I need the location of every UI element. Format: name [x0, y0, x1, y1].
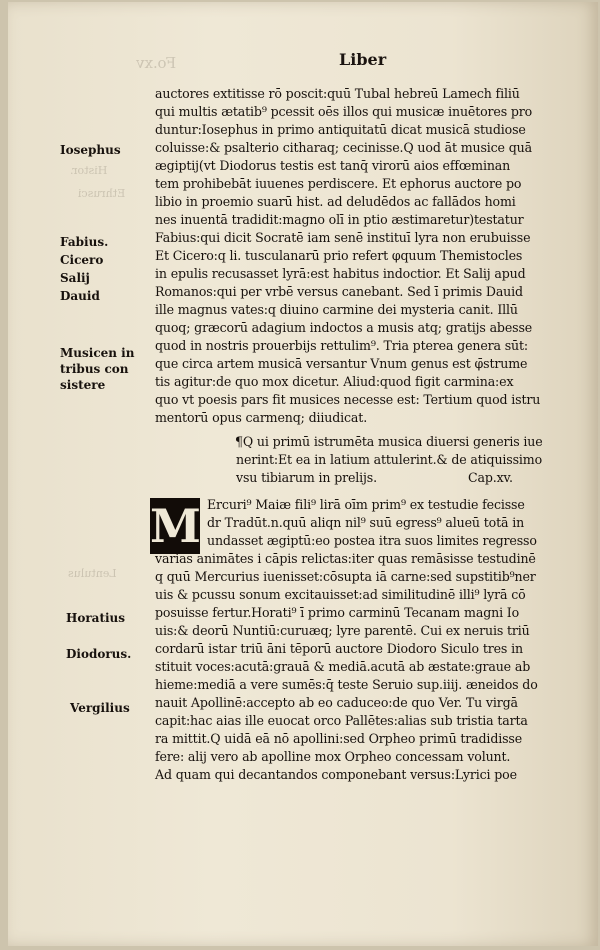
text-line: quod in nostris prouerbijs rettulim⁹. Tria ptereа genera sūt:: [155, 338, 529, 353]
text-line: Fabius:qui dicit Socratē iam senē instituī lyra non erubuisse: [155, 230, 531, 245]
margin-note-cicero: Cicero: [60, 253, 104, 267]
text-line: Romanos:qui per vrbē versus canebant. Sed ī primis Dauid: [155, 284, 523, 299]
margin-note-diodorus: Diodorus.: [66, 647, 132, 661]
drop-cap-initial: M: [150, 499, 201, 553]
show-through-folio: Fo.xv: [136, 54, 177, 72]
text-line: ra mittit.Q uidā eā nō apollini:sed Orpheo primū tradidisse: [155, 731, 523, 746]
margin-note-vergilius: Vergilius: [70, 701, 130, 715]
text-line: mentorū opus carmenq; diiudicat.: [155, 410, 368, 425]
text-line: stituit voces:acutā:grauā & mediā.acutā ab æstate:graue ab: [155, 659, 531, 674]
text-line: fere: alij vero ab apolline mox Orpheo concessam volunt.: [155, 749, 511, 764]
text-line: dr Tradūt.n.quū aliqn nil⁹ suū egress⁹ alueū totā in: [207, 515, 525, 530]
text-line: tem prohibebāt iuuenes perdiscere. Et ephorus auctore po: [155, 176, 522, 191]
chapter-heading-line: nerint:Et ea in latium attulerint.& de atiquissimo: [236, 452, 543, 467]
text-line: que circa artem musicā versantur Vnum genus est φ̄strume: [155, 356, 528, 371]
text-line: nauit Apollinē:accepto ab eo caduceo:de quo Ver. Tu virgā: [155, 695, 518, 710]
text-line: posuisse fertur.Horati⁹ ī primo carminū Tecanam magni Io: [155, 605, 520, 620]
text-line: tis agitur:de quo mox dicetur. Aliud:quod figit carmina:ex: [155, 374, 514, 389]
text-line: undasset ægiptū:eo postea itra suos limites regresso: [207, 533, 537, 548]
margin-note-musicen: tribus con: [60, 362, 129, 376]
text-line: ægiptij(vt Diodorus testis est tanq̄ virorū aios effœminan: [155, 158, 511, 173]
text-line: coluisse:& psalterio citharaq; cecinisse.Q uod āt musice quā: [155, 140, 532, 155]
text-line: in epulis recusasset lyrā:est habitus indoctior. Et Salij apud: [155, 266, 526, 281]
text-line: capit:hac aias ille euocat orco Pallētes:alias sub tristia tarta: [155, 713, 528, 728]
chapter-number: Cap.xv.: [468, 470, 513, 485]
margin-note-iosephus: Iosephus: [60, 143, 121, 157]
text-line: libio in proemio suarū hist. ad deludēdos ac fallādos homi: [155, 194, 516, 209]
book-page: [8, 2, 598, 946]
margin-note-musicen: Musicen in: [60, 346, 135, 360]
chapter-heading-line: vsu tibiarum in prelijs.: [236, 470, 377, 485]
text-line: qui multis ætatib⁹ pcessit oēs illos qui musicæ inuētores pro: [155, 104, 533, 119]
running-head: Liber: [339, 50, 387, 69]
text-line: Et Cicero:q li. tusculanarū prio refert φquum Themistocles: [155, 248, 523, 263]
margin-note-horatius: Horatius: [66, 611, 126, 625]
text-line: uis & pcussu sonum excitauisset:ad similitudinē illi⁹ lyrā cō: [155, 587, 526, 602]
text-line: nes inuentā tradidit:magno olī in ptio æstimaretur)testatur: [155, 212, 524, 227]
text-line: q quū Mercurius iuenisset:cōsupta iā carne:sed supstitib⁹ner: [155, 569, 536, 584]
text-line: Ad quam qui decantandos componebant versus:Lyrici poe: [155, 767, 517, 782]
paragraph-mark: ¶: [235, 434, 243, 449]
chapter-heading-line: ¶Q ui primū istrumēta musica diuersi generis iue: [235, 434, 543, 449]
text-line: Ercuri⁹ Maiæ fili⁹ lirā oīm prim⁹ ex testudie fecisse: [207, 497, 525, 512]
text-line: uis:& deorū Nuntiū:curuæq; lyre parentē. Cui ex neruis triū: [155, 623, 530, 638]
show-through-note-3: Lentulus: [68, 567, 117, 580]
margin-note-salij: Salij: [60, 271, 90, 285]
text-line: auctores extitisse rō poscit:quū Tubal hebreū Lamech filiū: [155, 86, 520, 101]
show-through-note-1: Histor.: [70, 164, 108, 177]
show-through-note-2: Ethrusci: [78, 187, 126, 200]
text-line: hieme:mediā a vere sumēs:q̄ teste Seruio sup.iiij. æneidos do: [155, 677, 538, 692]
text-line: varias animātes i cāpis relictas:iter quas remāsisse testudinē: [155, 551, 536, 566]
text-line: quoq; græcorū adagium indoctos a musis atq; gratijs abesse: [155, 320, 533, 335]
text-line: quo vt poesis pars fit musices necesse est: Tertium quod istru: [155, 392, 541, 407]
margin-note-musicen: sistere: [60, 378, 106, 392]
margin-note-fabius: Fabius.: [60, 235, 109, 249]
margin-note-dauid: Dauid: [60, 289, 100, 303]
text-line: cordarū istar triū āni tēporū auctore Diodoro Siculo tres in: [155, 641, 523, 656]
text-line: duntur:Iosephus in primo antiquitatū dicat musicā studiose: [155, 122, 526, 137]
text-line: ille magnus vates:q diuino carmine dei mysteria canit. Illū: [155, 302, 518, 317]
